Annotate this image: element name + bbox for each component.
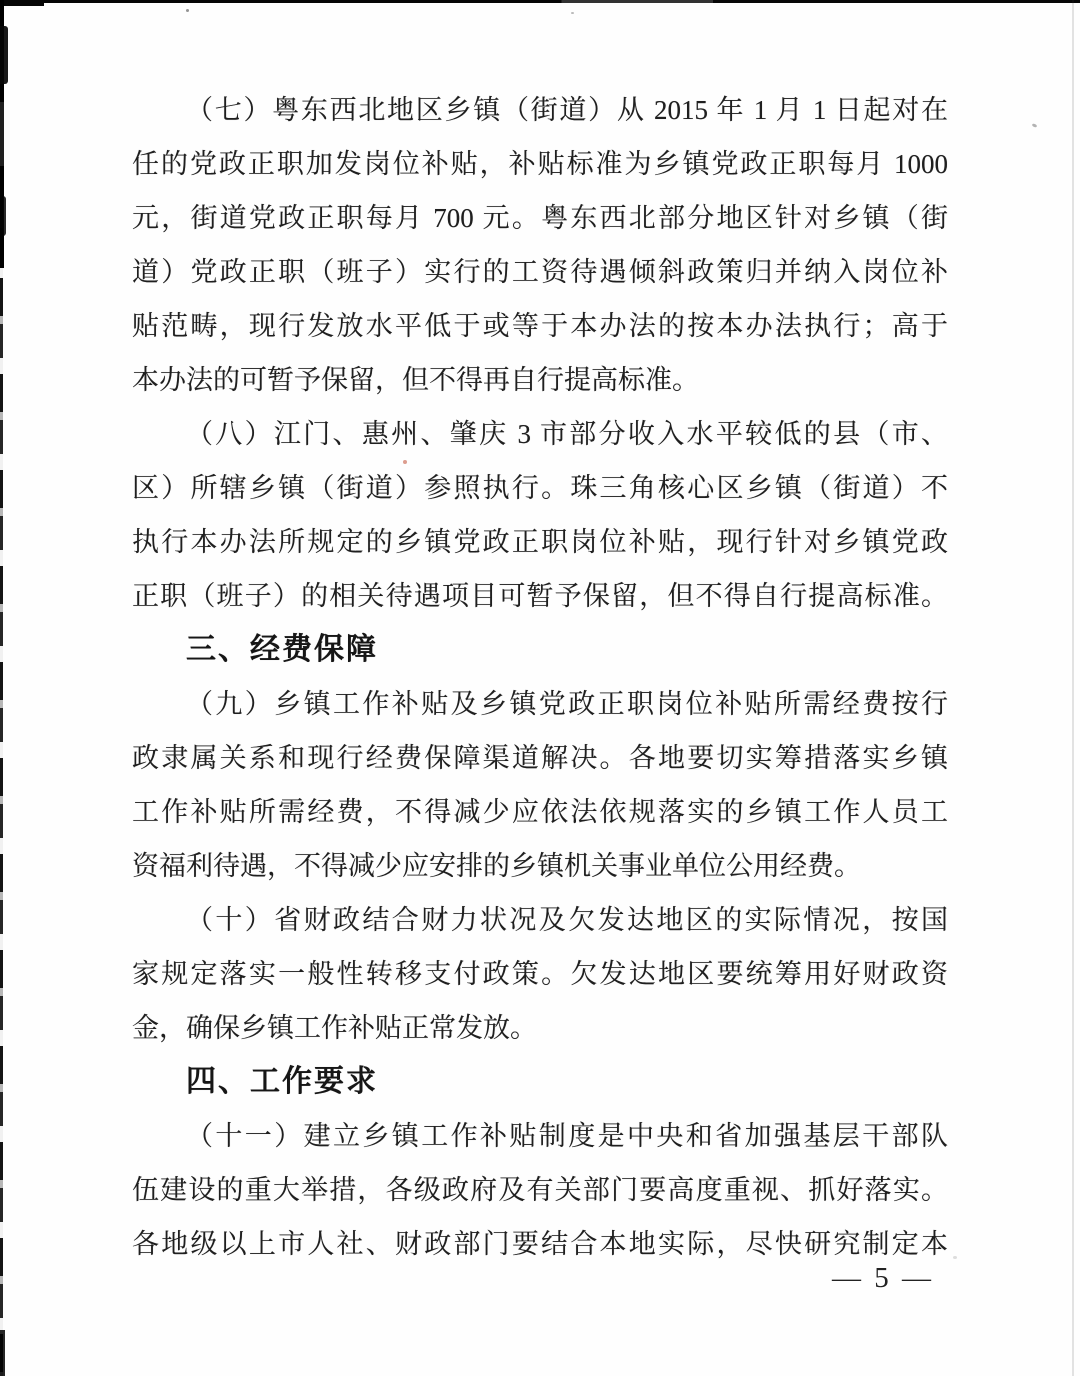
doc-line-06: 本办法的可暂予保留，但不得再自行提高标准。	[132, 365, 699, 395]
scan-artifact-left-blob	[0, 0, 4, 268]
doc-line-09: 执行本办法所规定的乡镇党政正职岗位补贴，现行针对乡镇党政	[132, 527, 948, 557]
doc-line-20: （十一）建立乡镇工作补贴制度是中央和省加强基层干部队	[186, 1121, 948, 1151]
doc-line-07: （八）江门、惠州、肇庆 3 市部分收入水平较低的县（市、	[186, 419, 948, 449]
doc-line-10: 正职（班子）的相关待遇项目可暂予保留，但不得自行提高标准。	[132, 581, 948, 611]
doc-line-21: 伍建设的重大举措，各级政府及有关部门要高度重视、抓好落实。	[132, 1175, 948, 1205]
doc-line-01: （七）粤东西北地区乡镇（街道）从 2015 年 1 月 1 日起对在	[186, 95, 948, 125]
doc-line-02: 任的党政正职加发岗位补贴，补贴标准为乡镇党政正职每月 1000	[132, 149, 948, 179]
document-body	[132, 83, 948, 1271]
page-number: — 5 —	[832, 1262, 934, 1294]
doc-line-08: 区）所辖乡镇（街道）参照执行。珠三角核心区乡镇（街道）不	[132, 473, 948, 503]
scan-artifact-top-edge	[0, 0, 1080, 3]
scan-speck	[186, 9, 189, 12]
doc-line-14: 工作补贴所需经费，不得减少应依法依规落实的乡镇工作人员工	[132, 797, 948, 827]
scan-artifact-top-cap	[0, 0, 44, 6]
scan-artifact-right-line	[1072, 0, 1074, 1376]
doc-line-18: 金，确保乡镇工作补贴正常发放。	[132, 1013, 537, 1043]
doc-line-15: 资福利待遇，不得减少应安排的乡镇机关事业单位公用经费。	[132, 851, 861, 881]
scan-artifact-left-foot	[0, 1330, 5, 1376]
doc-line-05: 贴范畴，现行发放水平低于或等于本办法的按本办法执行；高于	[132, 311, 948, 341]
section-heading-4-work-requirements: 四、工作要求	[186, 1065, 378, 1098]
doc-line-03: 元，街道党政正职每月 700 元。粤东西北部分地区针对乡镇（街	[132, 203, 948, 233]
scan-speck	[1032, 123, 1038, 128]
scan-artifact-left-bump2	[0, 196, 6, 236]
doc-line-04: 道）党政正职（班子）实行的工资待遇倾斜政策归并纳入岗位补	[132, 257, 948, 287]
doc-line-22: 各地级以上市人社、财政部门要结合本地实际，尽快研究制定本	[132, 1229, 948, 1259]
scan-speck	[953, 1256, 957, 1259]
scan-artifact-left-bump	[0, 26, 8, 84]
doc-line-13: 政隶属关系和现行经费保障渠道解决。各地要切实筹措落实乡镇	[132, 743, 948, 773]
doc-line-17: 家规定落实一般性转移支付政策。欠发达地区要统筹用好财政资	[132, 959, 948, 989]
scan-artifact-left-streak	[0, 182, 3, 1376]
section-heading-3-funding: 三、经费保障	[186, 633, 378, 666]
scan-speck	[571, 12, 574, 14]
doc-line-16: （十）省财政结合财力状况及欠发达地区的实际情况，按国	[186, 905, 948, 935]
doc-line-12: （九）乡镇工作补贴及乡镇党政正职岗位补贴所需经费按行	[186, 689, 948, 719]
